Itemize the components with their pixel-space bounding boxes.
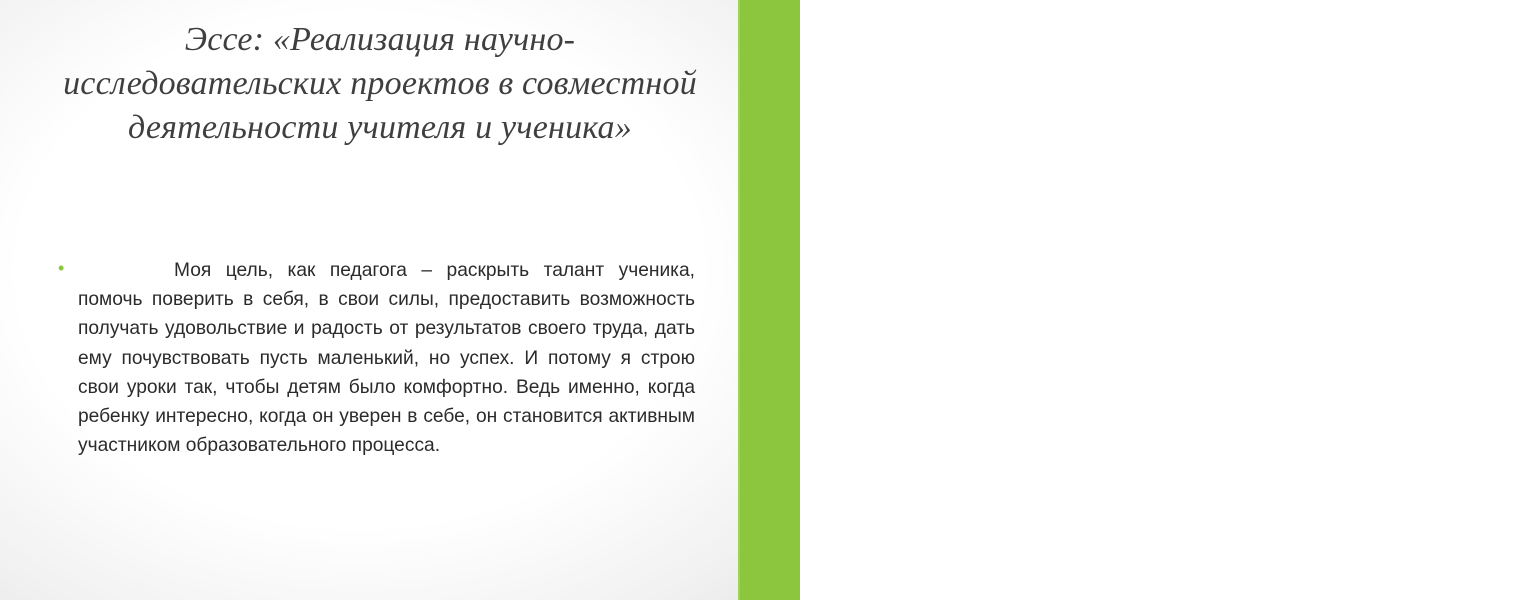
- slide-title: Эссе: «Реализация научно-исследовательских проектов в совместной деятельности учителя и ученика»: [63, 21, 697, 146]
- page-number: 2: [1502, 500, 1512, 517]
- bullet-icon: •: [58, 258, 65, 278]
- body-paragraph: [78, 256, 695, 460]
- body-paragraph-text: Моя цель, как педагога – раскрыть талант ученика, помочь поверить в себя, в свои силы, предоставить возможность получать удовольствие и радость от результатов своего труда, дать ему почувствовать пусть маленький, но успех. И потому я строю свои уроки так, чтобы детям было комфортно. Ведь именно, когда ребенку интересно, когда он уверен в себе, он становится активным участником образовательного процесса.: [78, 260, 695, 457]
- side-accent-bar: [738, 0, 1512, 600]
- side-accent-bar-edge: [738, 0, 740, 600]
